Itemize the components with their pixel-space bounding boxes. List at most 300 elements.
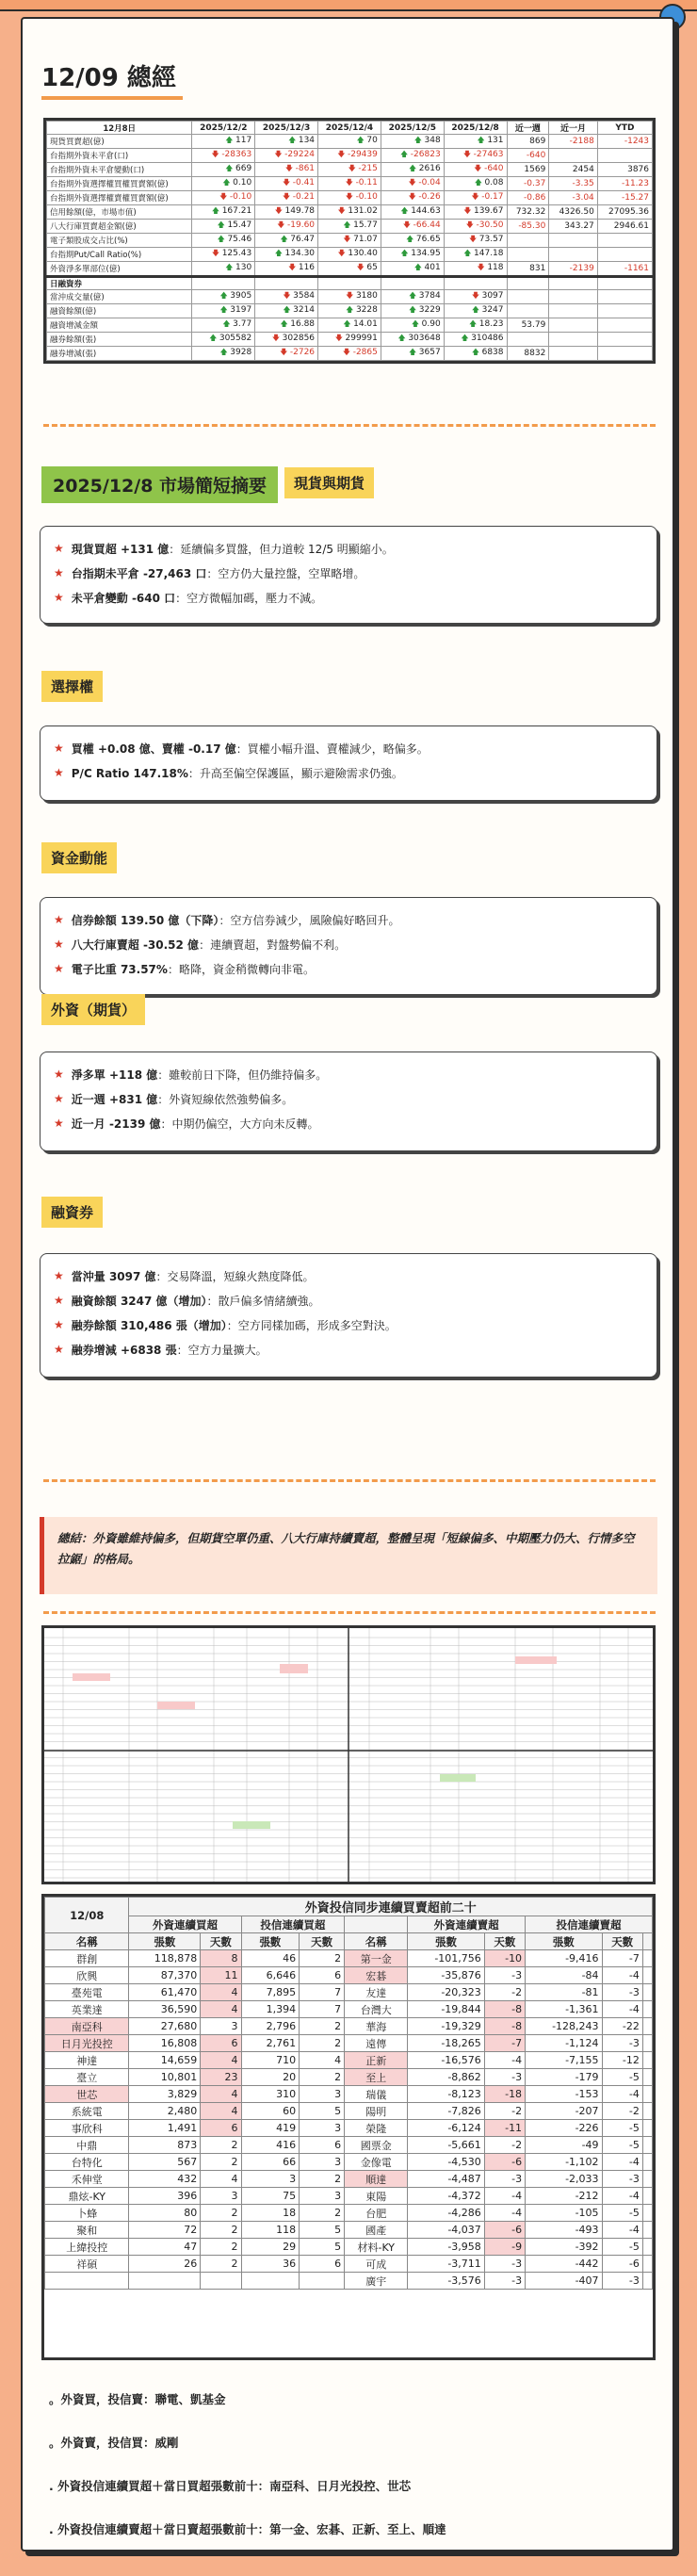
table-cell: [507, 135, 549, 149]
stock-name: 祥碩: [45, 2256, 129, 2273]
table-cell: 6: [201, 2120, 241, 2137]
arrow-down-icon: 🡇: [462, 150, 474, 159]
table-cell: 7,895: [241, 1984, 300, 2001]
table-header-cell: 近一月: [549, 122, 597, 135]
arrow-down-icon: 🡇: [343, 235, 354, 244]
table-cell: [642, 1967, 652, 1984]
table-cell: -3: [602, 2035, 642, 2052]
table-cell: -4: [484, 2205, 525, 2222]
table-cell: [255, 304, 318, 318]
cell-value: -26823: [410, 150, 441, 160]
stock-name: 禾伸堂: [45, 2171, 129, 2188]
arrow-up-icon: 🡅: [219, 291, 231, 301]
table-cell: [507, 163, 549, 177]
star-icon: ★: [54, 542, 64, 555]
table-cell: [507, 304, 549, 318]
table-cell: 36: [241, 2256, 300, 2273]
table-cell: -5: [602, 2239, 642, 2256]
cell-value: 149.78: [284, 206, 316, 217]
column-header: 張數: [408, 1933, 484, 1950]
bullet-desc: ：雖較前日下降，但仍維持偏多。: [157, 1068, 328, 1082]
cell-value: 3905: [230, 291, 252, 302]
arrow-up-icon: 🡅: [343, 319, 354, 329]
arrow-down-icon: 🡇: [471, 192, 482, 202]
ranking-row: [45, 2205, 653, 2222]
table-cell: [318, 262, 381, 277]
bullet-item: [54, 585, 643, 610]
arrow-down-icon: 🡇: [283, 291, 294, 301]
table-cell: [549, 304, 597, 318]
page-card: [21, 17, 674, 2552]
table-cell: 5: [300, 2222, 345, 2239]
table-cell: 11: [201, 1967, 241, 1984]
table-cell: 46: [241, 1950, 300, 1967]
table-cell: -207: [526, 2103, 602, 2120]
cell-value: 15.47: [227, 220, 252, 231]
cell-value: -30.50: [476, 220, 504, 231]
cell-value: 125.43: [221, 249, 252, 259]
column-header: 天數: [602, 1933, 642, 1950]
table-cell: [642, 2086, 652, 2103]
table-cell: 3: [201, 2188, 241, 2205]
stock-name: 世芯: [45, 2086, 129, 2103]
table-cell: [192, 347, 255, 361]
table-cell: 5: [300, 2239, 345, 2256]
table-cell: -4: [602, 2001, 642, 2018]
table-cell: -20,323: [408, 1984, 484, 2001]
table-cell: 14,659: [129, 2052, 201, 2069]
cell-value: -85.30: [518, 221, 546, 232]
arrow-down-icon: 🡇: [477, 263, 488, 272]
arrow-up-icon: 🡅: [461, 334, 472, 343]
table-cell: [444, 234, 507, 248]
row-label: 融券餘額(張): [47, 333, 192, 347]
conclusion-box: 總結：外資雖維持偏多，但期貨空單仍重、八大行庫持續賣超，整體呈現「短線偏多、中期壓力仍大、行情多空拉鋸」的格局。: [40, 1517, 657, 1594]
row-label: 電子類股成交占比(%): [47, 234, 192, 248]
arrow-down-icon: 🡇: [277, 220, 288, 230]
table-cell: 29: [241, 2239, 300, 2256]
cell-value: -0.86: [524, 193, 546, 204]
table-cell: [597, 318, 652, 333]
cell-value: 73.57: [478, 235, 504, 245]
cell-value: -640: [484, 164, 504, 174]
cell-value: -0.21: [292, 192, 316, 203]
table-cell: 396: [129, 2188, 201, 2205]
table-cell: [201, 2273, 241, 2290]
ranking-row: [45, 2137, 653, 2154]
arrow-up-icon: 🡅: [343, 220, 354, 230]
bullet-item: [54, 561, 643, 585]
cell-value: 134.30: [284, 249, 316, 259]
bullet-key: 台指期未平倉 -27,463 口: [71, 566, 207, 580]
table-cell: -81: [526, 1984, 602, 2001]
table-cell: -4,530: [408, 2154, 484, 2171]
table-cell: [549, 347, 597, 361]
cell-value: -29439: [347, 150, 378, 160]
cell-value: 3214: [293, 305, 316, 316]
arrow-down-icon: 🡇: [342, 348, 353, 357]
table-row: [47, 163, 653, 177]
ranking-row: [45, 2120, 653, 2137]
stock-name: 至上: [345, 2069, 408, 2086]
ranking-row: [45, 2171, 653, 2188]
sync-ranking-table: [41, 1894, 656, 2360]
table-cell: [318, 347, 381, 361]
bullet-key: 買權 +0.08 億、賣權 -0.17 億: [71, 742, 236, 756]
table-cell: [255, 290, 318, 304]
arrow-down-icon: 🡇: [345, 192, 356, 202]
table-cell: [255, 248, 318, 262]
table-cell: -12: [602, 2052, 642, 2069]
table-cell: [507, 290, 549, 304]
table-cell: [507, 205, 549, 220]
table-cell: 3: [300, 2154, 345, 2171]
stock-name: 臺苑電: [45, 1984, 129, 2001]
cell-value: -0.41: [292, 178, 316, 188]
table-cell: -407: [526, 2273, 602, 2290]
table-cell: [381, 234, 444, 248]
table-cell: [255, 163, 318, 177]
capital-title: 資金動能: [41, 842, 117, 873]
ranking-row: [45, 2018, 653, 2035]
table-cell: [381, 262, 444, 277]
table-cell: 4: [201, 2086, 241, 2103]
table-cell: -442: [526, 2256, 602, 2273]
cell-value: -0.10: [355, 192, 378, 203]
table-cell: [241, 2273, 300, 2290]
ranking-row: [45, 2273, 653, 2290]
cell-value: 76.47: [290, 235, 316, 245]
group-header: 外資連續買超: [129, 1916, 241, 1933]
cell-value: 70: [366, 136, 378, 146]
bullet-item: [54, 932, 643, 956]
table-cell: [381, 177, 444, 191]
options-title: 選擇權: [41, 671, 103, 702]
table-cell: 2: [201, 2137, 241, 2154]
arrow-down-icon: 🡇: [402, 220, 413, 230]
cell-value: 53.79: [521, 320, 546, 331]
cell-value: -2865: [352, 348, 378, 358]
foreign-futures-title: 外資（期貨）: [41, 994, 145, 1025]
stock-name: 宏碁: [345, 1967, 408, 1984]
table-cell: [444, 163, 507, 177]
table-cell: [507, 191, 549, 205]
table-cell: -3: [602, 2171, 642, 2188]
table-cell: 2: [201, 2256, 241, 2273]
arrow-up-icon: 🡅: [413, 136, 425, 145]
table-cell: 87,370: [129, 1967, 201, 1984]
table-cell: [507, 277, 549, 290]
title-underline: [41, 96, 183, 100]
arrow-up-icon: 🡅: [222, 319, 234, 329]
table-cell: [642, 1933, 652, 1950]
table-cell: [642, 2239, 652, 2256]
table-cell: 27,680: [129, 2018, 201, 2035]
column-header: 天數: [484, 1933, 525, 1950]
cell-value: 6838: [481, 348, 504, 358]
table-row: [47, 318, 653, 333]
table-cell: -5: [602, 2205, 642, 2222]
table-cell: 16,808: [129, 2035, 201, 2052]
bullet-text: [72, 541, 394, 557]
table-cell: [192, 248, 255, 262]
table-cell: 72: [129, 2222, 201, 2239]
divider: [43, 1479, 656, 1482]
table-cell: 5: [300, 2103, 345, 2120]
table-cell: -7,826: [408, 2103, 484, 2120]
ranking-row: [45, 1967, 653, 1984]
table-cell: -3: [602, 2273, 642, 2290]
table-cell: 1,491: [129, 2120, 201, 2137]
arrow-up-icon: 🡅: [219, 348, 231, 357]
table-cell: 4: [201, 2052, 241, 2069]
row-label: 融資增減金額: [47, 318, 192, 333]
table-cell: 2,480: [129, 2103, 201, 2120]
table-cell: [192, 318, 255, 333]
cell-value: -861: [295, 164, 316, 174]
table-cell: [597, 290, 652, 304]
stock-name: 廣宇: [345, 2273, 408, 2290]
table-cell: 4: [201, 2103, 241, 2120]
table-cell: [549, 163, 597, 177]
table-cell: -9,416: [526, 1950, 602, 1967]
margin-card: [40, 1253, 657, 1378]
ranking-row: [45, 2069, 653, 2086]
table-cell: 2: [300, 2069, 345, 2086]
row-label: 台指期Put/Call Ratio(%): [47, 248, 192, 262]
table-cell: 2: [300, 2035, 345, 2052]
table-cell: [444, 149, 507, 163]
table-cell: 4: [300, 2052, 345, 2069]
stock-name: 台灣大: [345, 2001, 408, 2018]
table-cell: [381, 318, 444, 333]
table-cell: -2,033: [526, 2171, 602, 2188]
arrow-down-icon: 🡇: [211, 150, 222, 159]
table-cell: -2: [602, 2103, 642, 2120]
table-cell: 416: [241, 2137, 300, 2154]
table-cell: [318, 290, 381, 304]
arrow-down-icon: 🡇: [474, 164, 485, 173]
cell-value: 831: [529, 264, 546, 274]
bullet-desc: ：空方仍大量控盤，空單略增。: [206, 566, 365, 580]
table-cell: 118,878: [129, 1950, 201, 1967]
table-cell: -101,756: [408, 1950, 484, 1967]
table-cell: [642, 2256, 652, 2273]
arrow-up-icon: 🡅: [225, 164, 236, 173]
table-cell: 873: [129, 2137, 201, 2154]
table-cell: 2: [300, 1950, 345, 1967]
bullet-desc: ：空方力量擴大。: [176, 1343, 267, 1357]
table-cell: [192, 191, 255, 205]
table-cell: [597, 277, 652, 290]
table-cell: 80: [129, 2205, 201, 2222]
spot-futures-tag: 現貨與期貨: [284, 467, 374, 498]
arrow-up-icon: 🡅: [356, 136, 367, 145]
table-cell: -9: [484, 2239, 525, 2256]
cell-value: 144.63: [411, 206, 441, 217]
stock-name: 上緯投控: [45, 2239, 129, 2256]
arrow-down-icon: 🡇: [282, 192, 293, 202]
arrow-up-icon: 🡅: [409, 164, 419, 173]
bullet-item: [54, 736, 643, 760]
table-cell: [192, 220, 255, 234]
arrow-up-icon: 🡅: [211, 206, 222, 216]
cell-value: 2946.61: [613, 221, 649, 232]
bullet-item: [54, 1111, 643, 1135]
table-cell: -4: [484, 2052, 525, 2069]
arrow-up-icon: 🡅: [209, 334, 219, 343]
table-cell: [318, 205, 381, 220]
market-summary-card: [40, 526, 657, 624]
table-cell: -212: [526, 2188, 602, 2205]
stock-name: 中鼎: [45, 2137, 129, 2154]
table-cell: -1,102: [526, 2154, 602, 2171]
table-cell: -7: [484, 2035, 525, 2052]
table-row: [47, 220, 653, 234]
table-cell: [507, 262, 549, 277]
ranking-row: [45, 1984, 653, 2001]
arrow-up-icon: 🡅: [397, 334, 409, 343]
ranking-title: 外資投信同步連續買賣超前二十: [129, 1898, 653, 1916]
star-icon: ★: [54, 937, 64, 951]
arrow-up-icon: 🡅: [280, 235, 291, 244]
table-cell: 2: [201, 2205, 241, 2222]
table-cell: 3: [300, 2188, 345, 2205]
cell-value: -2726: [289, 348, 316, 358]
row-label: 台指期外資選擇權買權買賣額(億): [47, 177, 192, 191]
arrow-down-icon: 🡇: [463, 206, 475, 216]
stock-name: 榮隆: [345, 2120, 408, 2137]
stock-name: 神達: [45, 2052, 129, 2069]
table-header-row: [47, 122, 653, 135]
bullet-desc: ：延續偏多買盤，但力道較 12/5 明顯縮小。: [169, 542, 394, 556]
arrow-down-icon: 🡇: [282, 178, 293, 187]
table-cell: -11: [484, 2120, 525, 2137]
cell-value: 299991: [345, 334, 378, 344]
ranking-row: [45, 2256, 653, 2273]
table-cell: 60: [241, 2103, 300, 2120]
table-cell: [507, 220, 549, 234]
capital-card: [40, 897, 657, 995]
arrow-down-icon: 🡇: [346, 291, 356, 301]
stock-name: [45, 2273, 129, 2290]
row-label: 台指期外資選擇權賣權買賣額(億): [47, 191, 192, 205]
table-cell: [192, 135, 255, 149]
table-cell: [597, 163, 652, 177]
table-cell: [318, 234, 381, 248]
table-cell: 2: [300, 2171, 345, 2188]
cell-value: -2139: [569, 264, 594, 274]
bullet-text: [72, 1091, 293, 1107]
arrow-up-icon: 🡅: [468, 319, 479, 329]
table-cell: [192, 205, 255, 220]
table-cell: 4: [201, 2171, 241, 2188]
table-cell: -3: [484, 2273, 525, 2290]
table-cell: 2,761: [241, 2035, 300, 2052]
note-item: 。外資賣，投信買：威剛: [49, 2436, 179, 2450]
cell-value: -0.04: [418, 178, 441, 188]
section-row: [47, 277, 653, 290]
column-header: 名稱: [45, 1933, 129, 1950]
stock-name: 第一金: [345, 1950, 408, 1967]
cell-value: 27095.36: [608, 207, 649, 218]
table-cell: [444, 333, 507, 347]
arrow-down-icon: 🡇: [271, 334, 283, 343]
cell-value: -0.17: [481, 192, 504, 203]
cell-value: 134: [298, 136, 316, 146]
cell-value: -1161: [624, 264, 649, 274]
table-header-cell: 2025/12/8: [444, 122, 507, 135]
table-cell: 10,801: [129, 2069, 201, 2086]
table-cell: [381, 191, 444, 205]
section-label: 日融資券: [47, 277, 192, 290]
stock-name: 可成: [345, 2256, 408, 2273]
stock-name: 臺立: [45, 2069, 129, 2086]
table-cell: 432: [129, 2171, 201, 2188]
table-cell: -49: [526, 2137, 602, 2154]
row-label: 外資淨多單部位(億): [47, 262, 192, 277]
table-cell: [318, 135, 381, 149]
table-cell: -226: [526, 2120, 602, 2137]
arrow-down-icon: 🡇: [408, 192, 419, 202]
cell-value: -0.11: [355, 178, 378, 188]
table-cell: 310: [241, 2086, 300, 2103]
ranking-row: [45, 2052, 653, 2069]
table-cell: 23: [201, 2069, 241, 2086]
arrow-up-icon: 🡅: [225, 136, 236, 145]
bullet-key: 融資餘額 3247 億（增加）: [71, 1294, 207, 1308]
row-label: 八大行庫買賣超金額(億): [47, 220, 192, 234]
cell-value: 131.02: [348, 206, 378, 217]
table-cell: [444, 220, 507, 234]
table-cell: -128,243: [526, 2018, 602, 2035]
arrow-down-icon: 🡇: [288, 263, 299, 272]
bullet-text: [72, 565, 365, 581]
table-cell: [192, 304, 255, 318]
bullet-text: [72, 1067, 327, 1083]
table-cell: [549, 135, 597, 149]
table-cell: -2: [484, 2137, 525, 2154]
cell-value: 302856: [282, 334, 316, 344]
stock-name: 台肥: [345, 2205, 408, 2222]
ranking-row: [45, 2103, 653, 2120]
table-cell: [192, 277, 255, 290]
bullet-key: 信券餘額 139.50 億（下降）: [71, 913, 219, 927]
table-cell: [255, 262, 318, 277]
cell-value: 131: [487, 136, 504, 146]
ranking-row: [45, 1950, 653, 1967]
notes-list: [49, 2377, 446, 2551]
table-cell: [597, 177, 652, 191]
table-cell: -5: [602, 2069, 642, 2086]
star-icon: ★: [54, 1343, 64, 1356]
bullet-item: [54, 1312, 643, 1337]
table-cell: 118: [241, 2222, 300, 2239]
table-cell: [255, 347, 318, 361]
table-cell: [381, 135, 444, 149]
table-cell: -493: [526, 2222, 602, 2239]
table-cell: [642, 2052, 652, 2069]
table-header-cell: 12月8日: [47, 122, 192, 135]
table-cell: [597, 135, 652, 149]
table-cell: [192, 262, 255, 277]
table-cell: [318, 248, 381, 262]
table-cell: [192, 163, 255, 177]
options-card: [40, 726, 657, 801]
table-cell: -5: [602, 2120, 642, 2137]
cell-value: 75.46: [227, 235, 252, 245]
table-cell: 47: [129, 2239, 201, 2256]
